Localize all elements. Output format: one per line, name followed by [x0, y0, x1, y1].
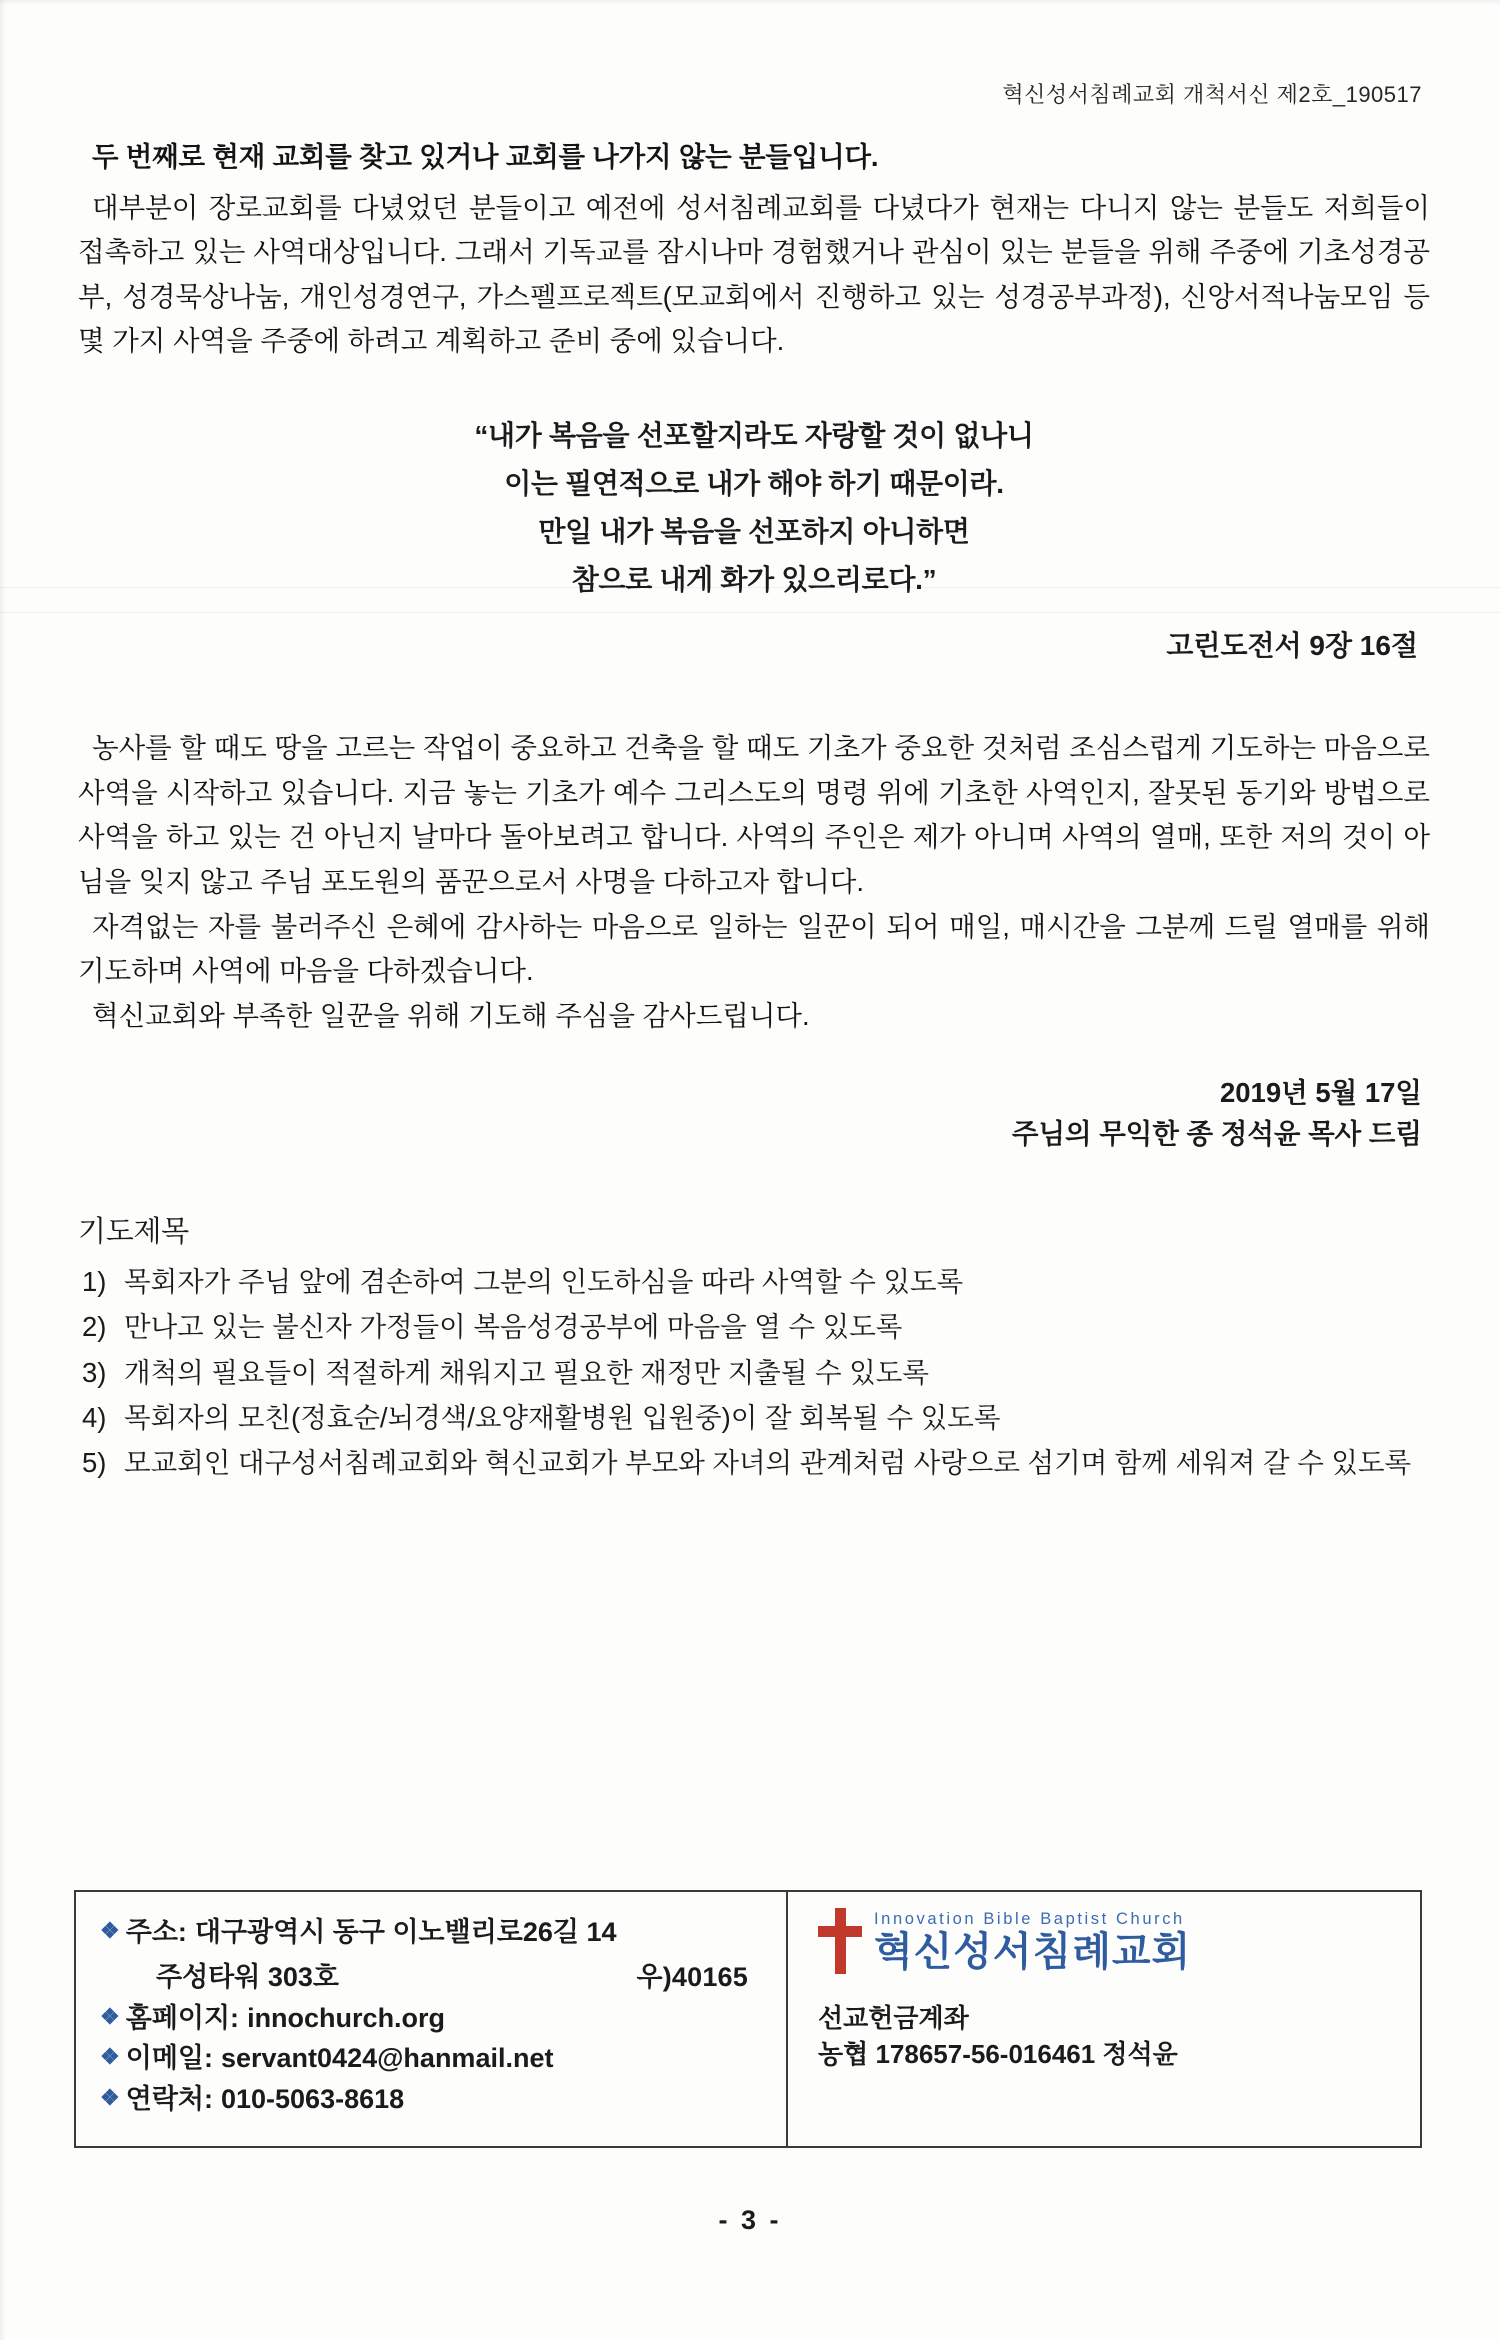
address-row: [100, 1914, 786, 1951]
list-item-label: 목회자의 모친(정효순/뇌경색/요양재활병원 입원중)이 잘 회복될 수 있도록: [124, 1402, 1001, 1433]
contact-details: [76, 1892, 788, 2146]
logo-text: [874, 1910, 1191, 1973]
scripture-quote: [78, 412, 1430, 605]
list-item-number: 5): [82, 1447, 107, 1479]
address-value: 대구광역시 동구 이노밸리로26길 14: [194, 1917, 617, 1947]
offering-account: [818, 2000, 1420, 2073]
phone-value: 010-5063-8618: [220, 2084, 405, 2115]
list-item: [78, 1396, 1430, 1439]
address-second-line-row: [100, 1955, 786, 1994]
address-label: 주소:: [125, 1917, 187, 1947]
list-item: [78, 1305, 1430, 1348]
list-item-label: 모교회인 대구성서침례교회와 혁신교회가 부모와 자녀의 관계처럼 사랑으로 섬기며 함께 세워져 갈 수 있도록: [124, 1447, 1412, 1479]
phone-row: [100, 2081, 786, 2118]
running-head: 혁신성서침례교회 개척서신 제2호_190517: [1002, 82, 1422, 107]
paragraph-2: 농사를 할 때도 땅을 고르는 작업이 중요하고 건축을 할 때도 기초가 중요한 것처럼 조심스럽게 기도하는 마음으로 사역을 시작하고 있습니다. 지금 놓는 기초가 예수 그리스도의 명령 위에 기초한 사역인지, 잘못된 동기와 방법으로 사역을 하고 있는 건 아닌지 날마다 돌아보려고 합니다. 사역의 주인은 제가 아니며 사역의 열매, 또한 저의 것이 아님을 잊지 않고 주님 포도원의 품꾼으로서 사명을 다하고자 합니다.: [78, 732, 1430, 897]
phone-label: 연락처:: [125, 2084, 213, 2115]
scan-edge-shadow-top: [0, 0, 1500, 5]
list-item-label: 목회자가 주님 앞에 겸손하여 그분의 인도하심을 따라 사역할 수 있도록: [124, 1265, 964, 1297]
diamond-bullet-icon: ❖: [100, 2003, 120, 2029]
prayer-section-title: 기도제목: [78, 1215, 189, 1248]
email-label: 이메일:: [125, 2043, 213, 2074]
list-item-number: 1): [82, 1265, 107, 1297]
list-item: [78, 1260, 1430, 1303]
church-logo-block: [788, 1892, 1420, 2146]
list-item-label: 개척의 필요들이 적절하게 채워지고 필요한 재정만 지출될 수 있도록: [124, 1356, 929, 1388]
paragraph-3: 자격없는 자를 불러주신 은혜에 감사하는 마음으로 일하는 일꾼이 되어 매일, 매시간을 그분께 드릴 열매를 위해 기도하며 사역에 마음을 다하겠습니다.: [78, 910, 1430, 987]
verse-line-1: “내가 복음을 선포할지라도 자랑할 것이 없나니: [474, 419, 1034, 451]
diamond-bullet-icon: ❖: [100, 2044, 120, 2070]
verse-line-3: 만일 내가 복음을 선포하지 아니하면: [538, 516, 970, 548]
signature-date: 2019년 5월 17일: [1219, 1077, 1422, 1109]
lead-paragraph: 두 번째로 현재 교회를 찾고 있거나 교회를 나가지 않는 분들입니다.: [92, 141, 879, 172]
scripture-reference: 고린도전서 9장 16절: [1166, 630, 1418, 662]
signature-block: [78, 1072, 1430, 1155]
address-line2: 주성타워 303호: [156, 1961, 339, 1992]
diamond-bullet-icon: ❖: [100, 2085, 120, 2111]
homepage-label: 홈페이지:: [125, 2002, 240, 2033]
list-item: [78, 1441, 1430, 1484]
account-value: 농협 178657-56-016461 정석윤: [818, 2039, 1178, 2070]
page-number: - 3 -: [718, 2205, 782, 2235]
logo-row: [818, 1908, 1420, 1974]
paragraph-4: 혁신교회와 부족한 일꾼을 위해 기도해 주심을 감사드립니다.: [92, 999, 810, 1031]
homepage-link[interactable]: innochurch.org: [247, 2002, 446, 2033]
list-item-number: 4): [82, 1402, 107, 1433]
paragraph-block-1: [78, 186, 1430, 364]
verse-line-4: 참으로 내게 화가 있으리로다.”: [571, 564, 937, 596]
list-item-number: 2): [82, 1311, 107, 1343]
cross-icon: [818, 1908, 862, 1974]
list-item-number: 3): [82, 1356, 107, 1388]
signature-name: 주님의 무익한 종 정석윤 목사 드림: [1011, 1118, 1422, 1150]
paragraph-1: 대부분이 장로교회를 다녔었던 분들이고 예전에 성서침례교회를 다녔다가 현재는 다니지 않는 분들도 저희들이 접촉하고 있는 사역대상입니다. 그래서 기독교를 잠시나마 경험했거나 관심이 있는 분들을 위해 주중에 기초성경공부, 성경묵상나눔, 개인성경연구, 가스펠프로젝트(모교회에서 진행하고 있는 성경공부과정), 신앙서적나눔모임 등 몇 가지 사역을 주중에 하려고 계획하고 준비 중에 있습니다.: [78, 191, 1430, 357]
account-label: 선교헌금계좌: [818, 2003, 969, 2033]
verse-line-2: 이는 필연적으로 내가 해야 하기 때문이라.: [504, 467, 1004, 499]
scan-edge-shadow-left: [0, 0, 6, 2340]
diamond-bullet-icon: ❖: [100, 1918, 120, 1943]
list-item-label: 만나고 있는 불신자 가정들이 복음성경공부에 마음을 열 수 있도록: [124, 1311, 903, 1343]
email-row: [100, 2040, 786, 2077]
logo-korean-name: 혁신성서침례교회: [874, 1929, 1192, 1974]
logo-english-name: Innovation Bible Baptist Church: [874, 1909, 1185, 1928]
zip-code: 우)40165: [636, 1961, 748, 1992]
list-item: [78, 1351, 1430, 1394]
email-link[interactable]: servant0424@hanmail.net: [220, 2043, 554, 2074]
prayer-request-list: [78, 1260, 1430, 1485]
contact-info-card: [74, 1890, 1422, 2148]
document-body: [78, 135, 1430, 1487]
paragraph-block-2: [78, 726, 1430, 1038]
homepage-row: [100, 2000, 786, 2037]
